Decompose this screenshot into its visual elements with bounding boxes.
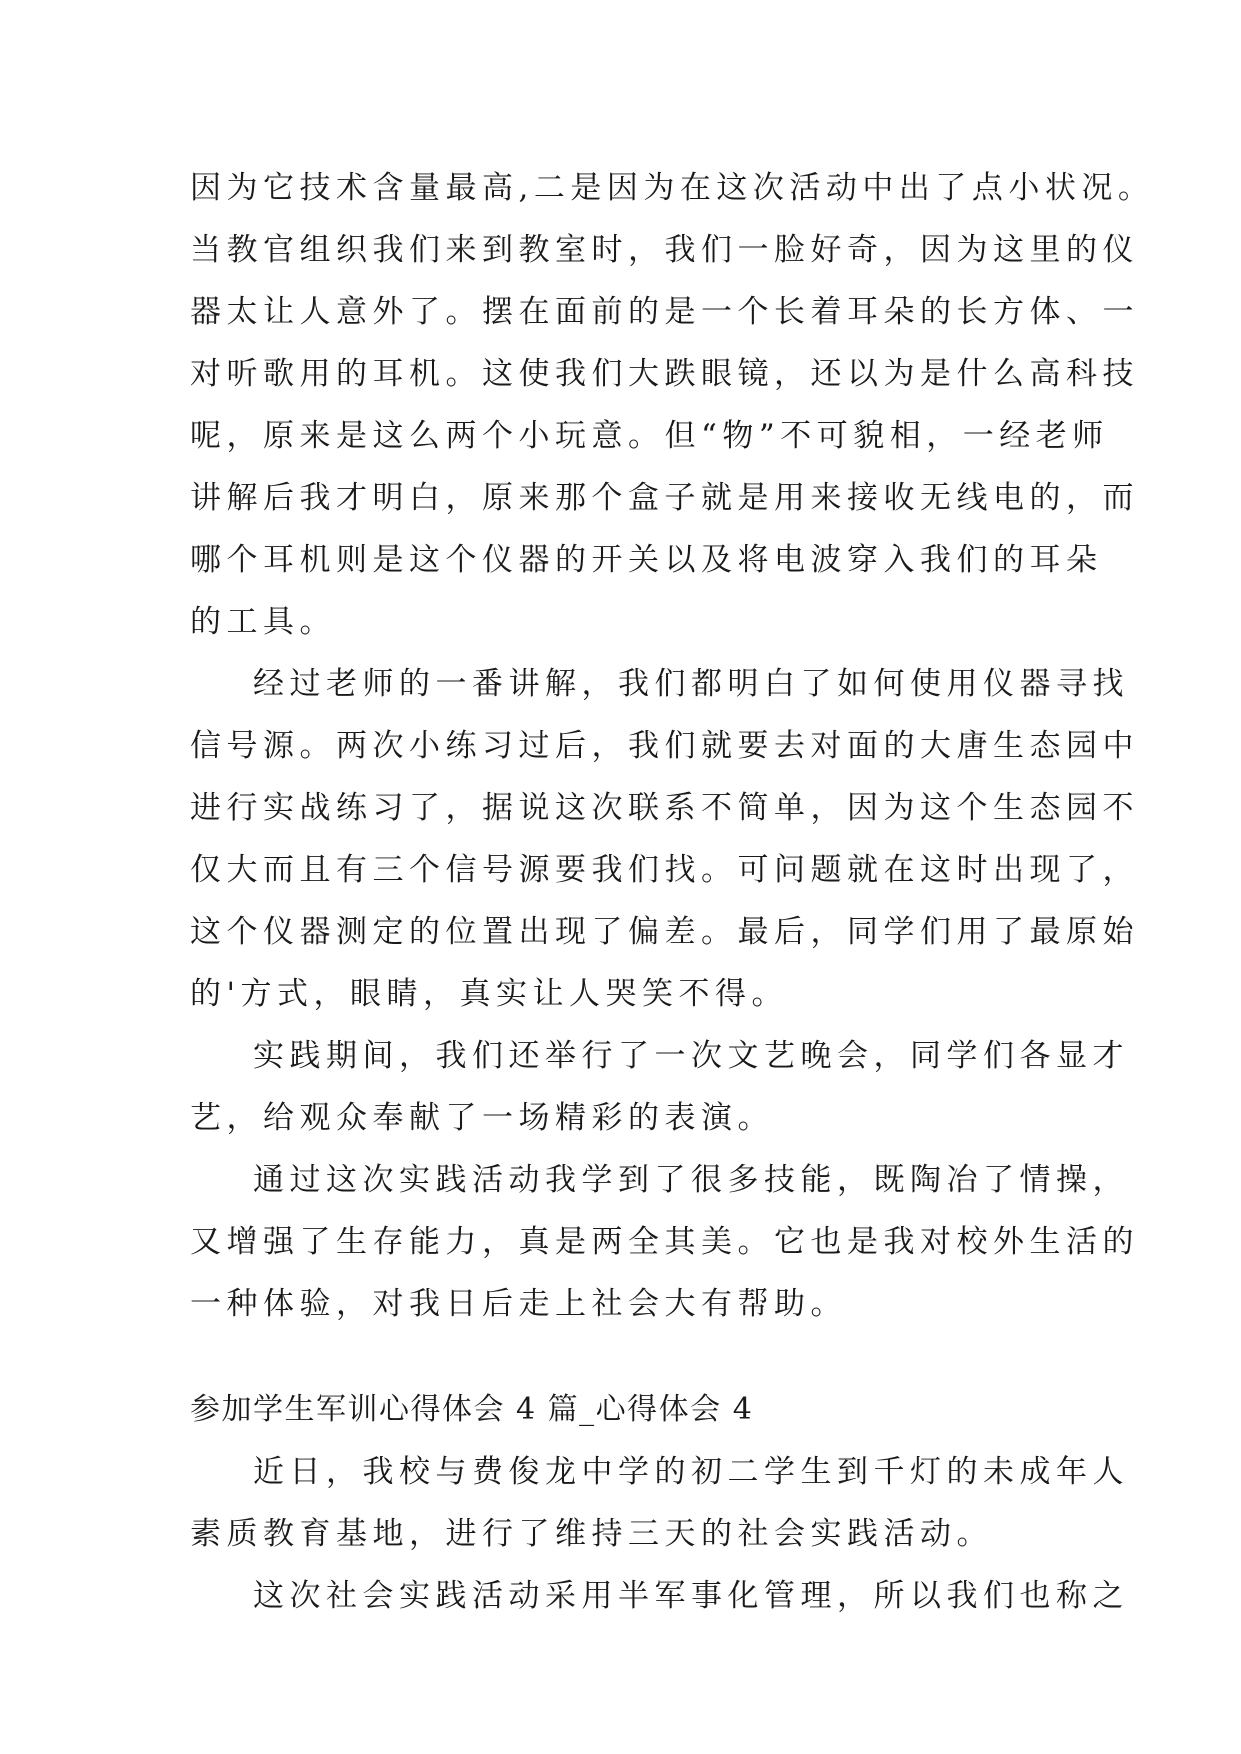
text-line: 近日，我校与费俊龙中学的初二学生到千灯的未成年人 — [253, 1454, 1129, 1490]
text-line: 实践期间，我们还举行了一次文艺晚会，同学们各显才 — [253, 1038, 1129, 1074]
text-line: 艺，给观众奉献了一场精彩的表演。 — [190, 1100, 774, 1136]
text-line: 这次社会实践活动采用半军事化管理，所以我们也称之 — [253, 1578, 1129, 1614]
text-line: 的'方式，眼睛，真实让人哭笑不得。 — [190, 976, 789, 1012]
text-line: 哪个耳机则是这个仪器的开关以及将电波穿入我们的耳朵 — [190, 542, 1103, 578]
text-line: 当教官组织我们来到教室时，我们一脸好奇，因为这里的仪 — [190, 232, 1139, 268]
section-heading: 参加学生军训心得体会 4 篇_心得体会 4 — [190, 1392, 754, 1427]
text-line: 信号源。两次小练习过后，我们就要去对面的大唐生态园中 — [190, 728, 1139, 764]
text-line: 通过这次实践活动我学到了很多技能，既陶冶了情操， — [253, 1162, 1129, 1198]
text-line: 因为它技术含量最高,二是因为在这次活动中出了点小状况。 — [190, 170, 1155, 206]
text-line: 经过老师的一番讲解，我们都明白了如何使用仪器寻找 — [253, 666, 1129, 702]
text-line: 又增强了生存能力，真是两全其美。它也是我对校外生活的 — [190, 1224, 1139, 1260]
text-line: 一种体验，对我日后走上社会大有帮助。 — [190, 1286, 847, 1322]
text-line: 素质教育基地，进行了维持三天的社会实践活动。 — [190, 1516, 993, 1552]
text-line: 这个仪器测定的位置出现了偏差。最后，同学们用了最原始 — [190, 914, 1139, 950]
text-line: 的工具。 — [190, 604, 336, 640]
text-line: 呢，原来是这么两个小玩意。但“物”不可貌相，一经老师 — [190, 418, 1109, 454]
text-line: 进行实战练习了，据说这次联系不简单，因为这个生态园不 — [190, 790, 1139, 826]
text-line: 讲解后我才明白，原来那个盒子就是用来接收无线电的，而 — [190, 480, 1139, 516]
text-line: 对听歌用的耳机。这使我们大跌眼镜，还以为是什么高科技 — [190, 356, 1139, 392]
text-line: 器太让人意外了。摆在面前的是一个长着耳朵的长方体、一 — [190, 294, 1139, 330]
text-line: 仅大而且有三个信号源要我们找。可问题就在这时出现了， — [190, 852, 1139, 888]
